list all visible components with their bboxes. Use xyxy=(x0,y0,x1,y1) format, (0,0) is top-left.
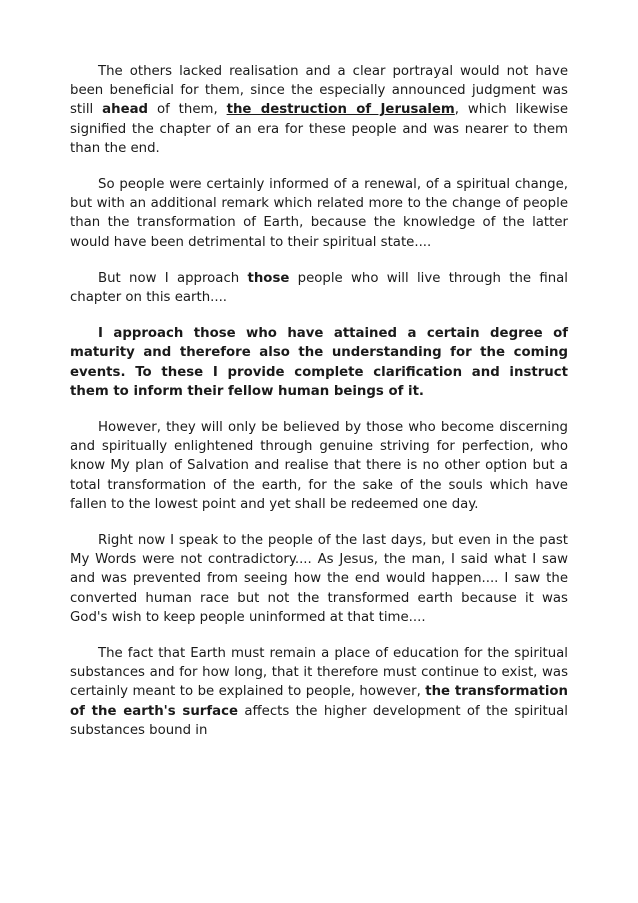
paragraph-text: The others lacked realisation and a clear portrayal would not have been beneficial for them, since the especially announced judgment was still xyxy=(70,64,568,118)
emphasis-destruction-of-jerusalem: the destruction of Jerusalem xyxy=(226,102,455,118)
paragraph-2 xyxy=(70,175,568,252)
paragraph-text: But now I approach xyxy=(98,270,248,286)
paragraph-text: people who will live through the final chapter on this earth.... xyxy=(70,270,568,306)
emphasis-those: those xyxy=(247,270,290,286)
paragraph-text: , which likewise signified the chapter of an era for these people and was nearer to them than the end. xyxy=(70,102,569,156)
paragraph-1 xyxy=(70,62,568,158)
paragraph-text: I approach those who have attained a certain degree of maturity and therefore also the understanding for the coming events. To these I provide complete clarification and instruct them to inform their fellow human beings of it. xyxy=(70,326,568,399)
paragraph-text: However, they will only be believed by those who become discerning and spiritually enlightened through genuine striving for perfection, who know My plan of Salvation and realise that there is no other option but a total transformation of the earth, for the sake of the souls which have fallen to the lowest point and yet shall be redeemed one day. xyxy=(70,420,568,512)
emphasis-ahead: ahead xyxy=(102,102,149,118)
paragraph-5 xyxy=(70,418,568,514)
paragraph-text: The fact that Earth must remain a place of education for the spiritual substances and for how long, that it therefore must continue to exist, was certainly meant to be explained to people, however, xyxy=(70,646,568,700)
paragraph-3 xyxy=(70,269,568,307)
emphasis-transformation-of-earths-surface: the transformation of the earth's surface xyxy=(70,684,569,719)
paragraph-text: So people were certainly informed of a renewal, of a spiritual change, but with an additional remark which related more to the change of people than the transformation of Earth, because the knowledge of the latter would have been detrimental to their spiritual state.... xyxy=(70,177,568,250)
paragraph-4 xyxy=(70,324,568,401)
paragraph-text: affects the higher development of the spiritual substances bound in xyxy=(70,703,568,738)
text-column xyxy=(70,62,568,757)
paragraph-6 xyxy=(70,531,568,627)
paragraph-text: of them, xyxy=(148,102,227,118)
paragraph-7 xyxy=(70,644,568,740)
paragraph-text: Right now I speak to the people of the last days, but even in the past My Words were not contradictory.... As Jesus, the man, I said what I saw and was prevented from seeing how the end would happen.... I saw the converted human race but not the transformed earth because it was God's wish to keep people uninformed at that time.... xyxy=(70,533,568,625)
